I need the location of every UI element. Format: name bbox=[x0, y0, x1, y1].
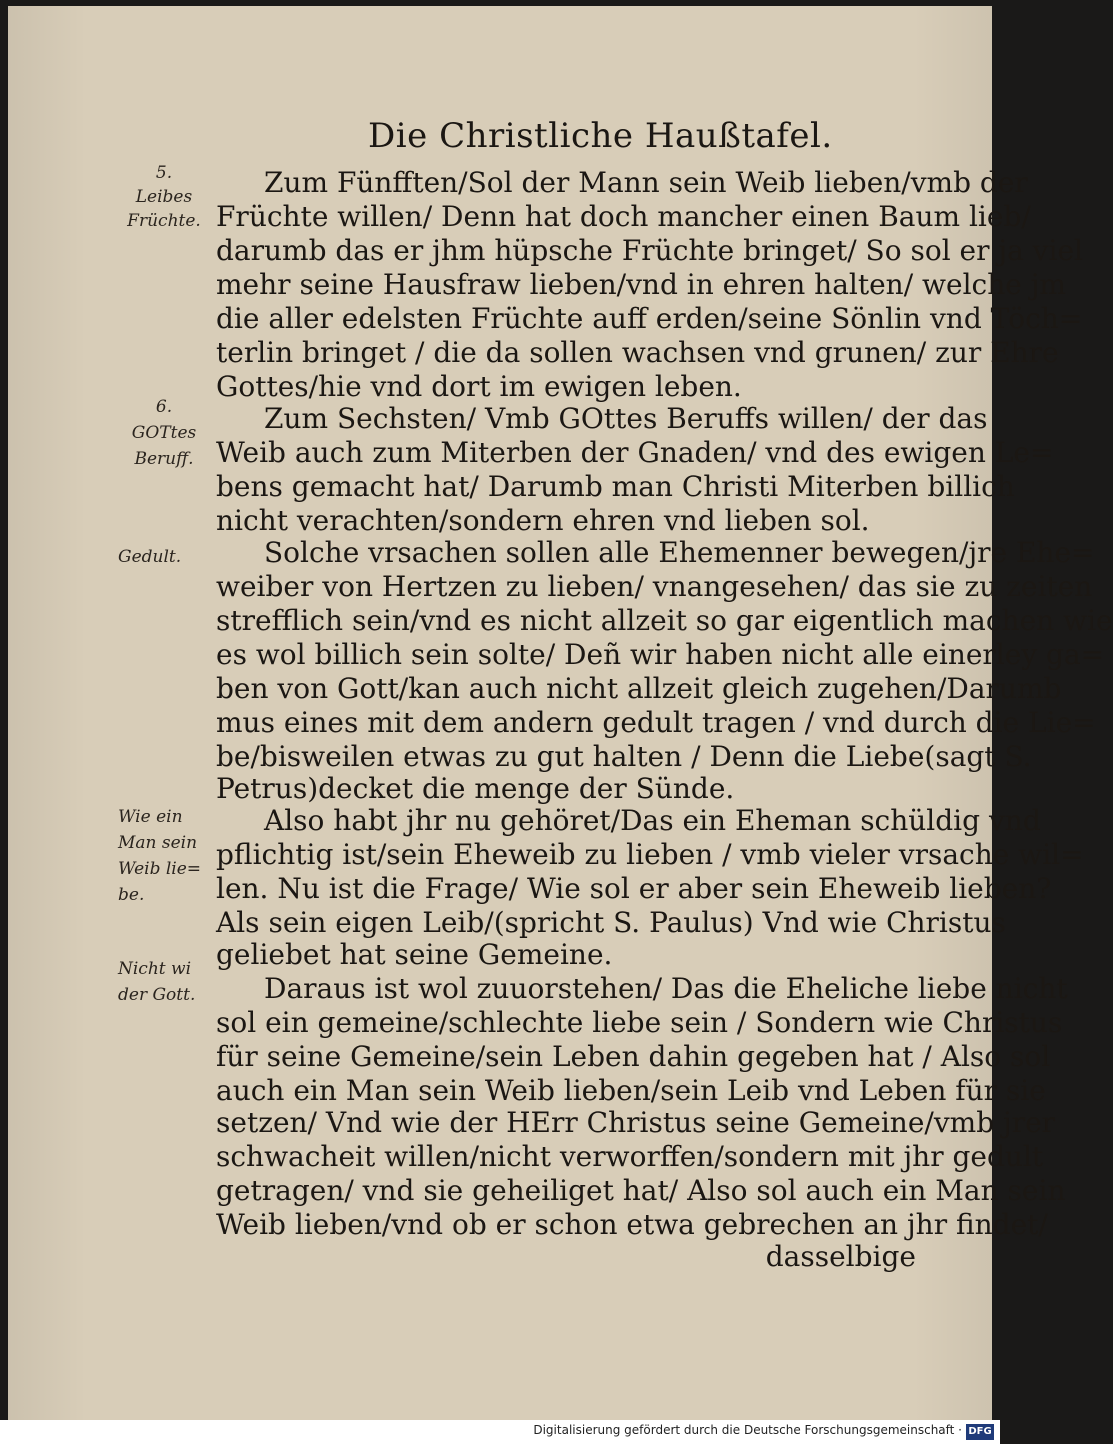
text-line: weiber von Hertzen zu lieben/ vnangesehen/ das sie zu zeiten bbox=[216, 570, 1093, 603]
text-line: Als sein eigen Leib/(spricht S. Paulus) Vnd wie Christus bbox=[216, 906, 1006, 939]
text-line: für seine Gemeine/sein Leben dahin gegeben hat / Also sol bbox=[216, 1040, 1051, 1073]
running-header: Die Christliche Haußtafel. bbox=[368, 116, 833, 156]
footer-credit: Digitalisierung gefördert durch die Deutsche Forschungsgemeinschaft · bbox=[533, 1423, 962, 1437]
margin-note: Gedult. bbox=[118, 547, 182, 567]
margin-note: 6. bbox=[155, 397, 173, 417]
margin-note: Früchte. bbox=[127, 211, 201, 231]
text-line: Zum Sechsten/ Vmb GOttes Beruffs willen/ der das bbox=[264, 402, 988, 435]
dfg-logo-icon: DFG bbox=[966, 1424, 994, 1440]
text-line: Petrus)decket die menge der Sünde. bbox=[216, 772, 735, 805]
margin-note: Nicht wi bbox=[118, 959, 192, 979]
text-line: bens gemacht hat/ Darumb man Christi Miterben billich bbox=[216, 470, 1015, 503]
margin-note: Beruff. bbox=[134, 449, 194, 469]
text-line: be/bisweilen etwas zu gut halten / Denn die Liebe(sagt S. bbox=[216, 740, 1032, 773]
text-line: schwacheit willen/nicht verworffen/sondern mit jhr gedult bbox=[216, 1140, 1044, 1173]
text-line: die aller edelsten Früchte auff erden/seine Sönlin vnd Töch= bbox=[216, 302, 1083, 335]
text-line: darumb das er jhm hüpsche Früchte bringet/ So sol er ja viel bbox=[216, 234, 1083, 267]
text-line: ben von Gott/kan auch nicht allzeit gleich zugehen/Darumb bbox=[216, 672, 1062, 705]
margin-note: Leibes bbox=[135, 187, 193, 207]
text-line: Weib lieben/vnd ob er schon etwa gebrechen an jhr findet/ bbox=[216, 1208, 1048, 1241]
margin-note: Man sein bbox=[118, 833, 198, 853]
margin-note: 5. bbox=[155, 163, 173, 183]
text-line: Früchte willen/ Denn hat doch mancher einen Baum lieb/ bbox=[216, 200, 1031, 233]
margin-note: be. bbox=[118, 885, 145, 905]
text-line: Solche vrsachen sollen alle Ehemenner bewegen/jre Ehe= bbox=[264, 536, 1095, 569]
catchword: dasselbige bbox=[765, 1240, 916, 1273]
digitization-footer bbox=[0, 1420, 1000, 1444]
margin-note: GOTtes bbox=[131, 423, 197, 443]
text-line: pflichtig ist/sein Eheweib zu lieben / vmb vieler vrsache wil= bbox=[216, 838, 1084, 871]
text-line: Also habt jhr nu gehöret/Das ein Eheman schüldig vnd bbox=[264, 804, 1041, 837]
text-line: Daraus ist wol zuuorstehen/ Das die Eheliche liebe nicht bbox=[264, 972, 1068, 1005]
text-line: getragen/ vnd sie geheiliget hat/ Also sol auch ein Man sein bbox=[216, 1174, 1066, 1207]
text-line: auch ein Man sein Weib lieben/sein Leib vnd Leben für sie bbox=[216, 1074, 1046, 1107]
margin-note: Wie ein bbox=[118, 807, 183, 827]
text-line: mus eines mit dem andern gedult tragen / vnd durch die Lie= bbox=[216, 706, 1096, 739]
text-line: Weib auch zum Miterben der Gnaden/ vnd des ewigen Le= bbox=[216, 436, 1054, 469]
text-line: terlin bringet / die da sollen wachsen vnd grunen/ zur Ehre bbox=[216, 336, 1059, 369]
text-line: geliebet hat seine Gemeine. bbox=[216, 938, 613, 971]
text-line: Gottes/hie vnd dort im ewigen leben. bbox=[216, 370, 742, 403]
text-line: sol ein gemeine/schlechte liebe sein / Sondern wie Christus bbox=[216, 1006, 1063, 1039]
margin-note: Weib lie= bbox=[118, 859, 202, 879]
text-line: mehr seine Hausfraw lieben/vnd in ehren halten/ welche jm bbox=[216, 268, 1066, 301]
book-page bbox=[8, 6, 1113, 1420]
text-line: es wol billich sein solte/ Deñ wir haben nicht alle einerley ga= bbox=[216, 638, 1105, 671]
text-line: setzen/ Vnd wie der HErr Christus seine Gemeine/vmb jrer bbox=[216, 1106, 1056, 1139]
text-line: len. Nu ist die Frage/ Wie sol er aber sein Eheweib lieben? bbox=[216, 872, 1052, 905]
text-line: strefflich sein/vnd es nicht allzeit so gar eigentlich machen wie bbox=[216, 604, 1113, 637]
text-line: nicht verachten/sondern ehren vnd lieben sol. bbox=[216, 504, 870, 537]
text-line: Zum Fünfften/Sol der Mann sein Weib lieben/vmb der bbox=[264, 166, 1028, 199]
margin-note: der Gott. bbox=[118, 985, 196, 1005]
